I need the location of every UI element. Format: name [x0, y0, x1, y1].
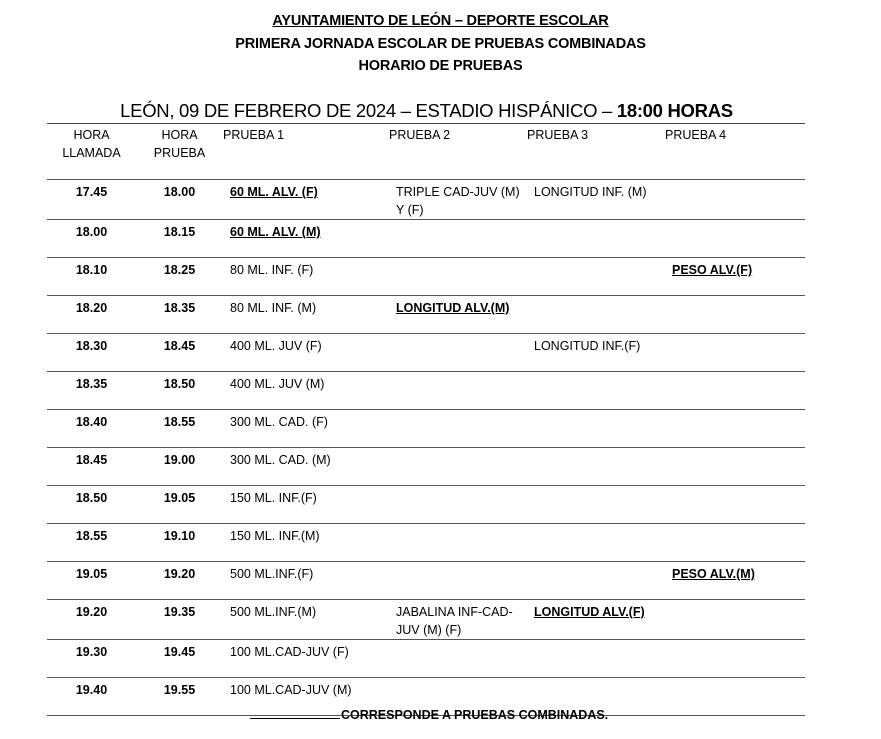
cell-hora-prueba: 18.00: [136, 180, 223, 220]
column-header-line: PRUEBA 1: [223, 128, 285, 142]
cell-hora-prueba: 19.35: [136, 600, 223, 640]
event-name: 100 ML.CAD-JUV (M): [230, 683, 352, 697]
event-name: JABALINA INF-CAD-JUV (M) (F): [396, 605, 513, 637]
cell-prueba-1: [223, 562, 389, 600]
cell-prueba-4: [665, 600, 805, 640]
cell-prueba-4: [665, 640, 805, 678]
cell-prueba-3: [527, 180, 665, 220]
event-name: 80 ML. INF. (F): [230, 263, 314, 277]
cell-prueba-2: [389, 486, 527, 524]
cell-hora-prueba: 19.10: [136, 524, 223, 562]
cell-prueba-3: [527, 372, 665, 410]
cell-prueba-4: [665, 410, 805, 448]
event-name: PESO ALV.(F): [672, 263, 753, 277]
cell-prueba-4: [665, 372, 805, 410]
column-header-prueba-4: [665, 124, 805, 180]
cell-hora-llamada: 18.20: [47, 296, 136, 334]
event-name: LONGITUD INF. (M): [534, 185, 647, 199]
cell-hora-prueba: 18.50: [136, 372, 223, 410]
cell-hora-llamada: 18.35: [47, 372, 136, 410]
event-name: LONGITUD ALV.(M): [396, 301, 510, 315]
schedule-body: [47, 180, 805, 716]
column-header-line: HORA: [161, 128, 198, 142]
table-row: [47, 180, 805, 220]
column-header-line: PRUEBA 2: [389, 128, 451, 142]
cell-prueba-1: [223, 448, 389, 486]
cell-hora-prueba: 18.55: [136, 410, 223, 448]
cell-prueba-2: [389, 410, 527, 448]
cell-prueba-2: [389, 258, 527, 296]
cell-prueba-3: [527, 600, 665, 640]
table-row: [47, 600, 805, 640]
cell-prueba-3: [527, 524, 665, 562]
cell-hora-prueba: 18.45: [136, 334, 223, 372]
footnote: [250, 706, 608, 722]
table-row: [47, 562, 805, 600]
cell-prueba-1: [223, 640, 389, 678]
event-name: 80 ML. INF. (M): [230, 301, 317, 315]
event-name: 150 ML. INF.(M): [230, 529, 320, 543]
event-name: 100 ML.CAD-JUV (F): [230, 645, 349, 659]
cell-hora-llamada: 18.00: [47, 220, 136, 258]
cell-hora-prueba: 19.00: [136, 448, 223, 486]
column-header-line: PRUEBA: [153, 146, 206, 160]
cell-prueba-3: [527, 296, 665, 334]
cell-hora-prueba: 19.05: [136, 486, 223, 524]
cell-hora-llamada: 19.30: [47, 640, 136, 678]
cell-prueba-2: [389, 180, 527, 220]
table-header-row: [47, 124, 805, 180]
table-row: [47, 524, 805, 562]
column-header-line: PRUEBA 3: [527, 128, 589, 142]
cell-prueba-1: [223, 180, 389, 220]
cell-prueba-4: [665, 180, 805, 220]
column-header-prueba-2: [389, 124, 527, 180]
cell-prueba-2: [389, 372, 527, 410]
cell-hora-llamada: 18.55: [47, 524, 136, 562]
cell-prueba-4: [665, 678, 805, 716]
cell-prueba-4: [665, 296, 805, 334]
column-header-line: HORA: [73, 128, 110, 142]
cell-prueba-4: [665, 448, 805, 486]
event-name: 300 ML. CAD. (F): [230, 415, 328, 429]
document-title: AYUNTAMIENTO DE LEÓN – DEPORTE ESCOLAR: [272, 13, 609, 29]
column-header-line: LLAMADA: [62, 146, 121, 160]
column-header-line: PRUEBA 4: [665, 128, 727, 142]
cell-prueba-3: [527, 448, 665, 486]
cell-prueba-3: [527, 562, 665, 600]
cell-prueba-2: [389, 334, 527, 372]
event-name: 300 ML. CAD. (M): [230, 453, 331, 467]
cell-hora-llamada: 19.40: [47, 678, 136, 716]
column-header-prueba-3: [527, 124, 665, 180]
cell-prueba-1: [223, 486, 389, 524]
cell-hora-prueba: 19.55: [136, 678, 223, 716]
table-row: [47, 448, 805, 486]
column-header-prueba-1: [223, 124, 389, 180]
cell-prueba-3: [527, 640, 665, 678]
cell-hora-llamada: 18.10: [47, 258, 136, 296]
cell-hora-prueba: 19.20: [136, 562, 223, 600]
event-name: PRIMERA JORNADA ESCOLAR DE PRUEBAS COMBINADAS: [235, 36, 646, 52]
cell-prueba-4: [665, 220, 805, 258]
event-name: LONGITUD INF.(F): [534, 339, 641, 353]
table-row: [47, 220, 805, 258]
cell-hora-llamada: 18.30: [47, 334, 136, 372]
event-name: 60 ML. ALV. (F): [230, 185, 318, 199]
table-row: [47, 486, 805, 524]
cell-prueba-4: [665, 486, 805, 524]
schedule-table: [47, 123, 805, 716]
cell-prueba-4: [665, 524, 805, 562]
cell-prueba-2: [389, 296, 527, 334]
cell-hora-llamada: 18.50: [47, 486, 136, 524]
table-row: [47, 410, 805, 448]
cell-prueba-2: [389, 600, 527, 640]
event-location-date-text: LEÓN, 09 DE FEBRERO DE 2024 – ESTADIO HISPÁNICO –: [120, 100, 617, 121]
cell-prueba-4: [665, 562, 805, 600]
cell-hora-prueba: 18.35: [136, 296, 223, 334]
cell-prueba-2: [389, 640, 527, 678]
cell-prueba-3: [527, 334, 665, 372]
cell-prueba-3: [527, 486, 665, 524]
cell-prueba-1: [223, 524, 389, 562]
cell-prueba-1: [223, 220, 389, 258]
cell-prueba-2: [389, 524, 527, 562]
table-row: [47, 296, 805, 334]
underline-marker: [250, 706, 340, 719]
cell-prueba-2: [389, 562, 527, 600]
event-name: TRIPLE CAD-JUV (M) Y (F): [396, 185, 520, 217]
column-header-hora-prueba: [136, 124, 223, 180]
event-name: 500 ML.INF.(M): [230, 605, 317, 619]
footnote-text: CORRESPONDE A PRUEBAS COMBINADAS.: [341, 708, 609, 722]
cell-prueba-3: [527, 258, 665, 296]
cell-hora-llamada: 19.05: [47, 562, 136, 600]
cell-prueba-3: [527, 220, 665, 258]
cell-hora-llamada: 18.40: [47, 410, 136, 448]
event-name: 60 ML. ALV. (M): [230, 225, 321, 239]
table-row: [47, 258, 805, 296]
event-name: LONGITUD ALV.(F): [534, 605, 645, 619]
cell-prueba-1: [223, 372, 389, 410]
cell-prueba-4: [665, 334, 805, 372]
event-name: 150 ML. INF.(F): [230, 491, 317, 505]
cell-prueba-1: [223, 334, 389, 372]
cell-hora-llamada: 17.45: [47, 180, 136, 220]
event-name: 500 ML.INF.(F): [230, 567, 314, 581]
table-row: [47, 640, 805, 678]
table-row: [47, 334, 805, 372]
event-location-date: [0, 100, 853, 122]
cell-hora-prueba: 18.15: [136, 220, 223, 258]
cell-prueba-4: [665, 258, 805, 296]
cell-hora-prueba: 18.25: [136, 258, 223, 296]
cell-prueba-2: [389, 448, 527, 486]
schedule-heading: HORARIO DE PRUEBAS: [358, 58, 523, 74]
cell-prueba-1: [223, 600, 389, 640]
cell-prueba-1: [223, 296, 389, 334]
event-start-time: 18:00 HORAS: [616, 100, 733, 121]
event-name: 400 ML. JUV (M): [230, 377, 325, 391]
cell-hora-llamada: 18.45: [47, 448, 136, 486]
cell-prueba-2: [389, 220, 527, 258]
cell-prueba-3: [527, 410, 665, 448]
cell-prueba-1: [223, 410, 389, 448]
cell-hora-prueba: 19.45: [136, 640, 223, 678]
column-header-hora-llamada: [47, 124, 136, 180]
cell-hora-llamada: 19.20: [47, 600, 136, 640]
event-name: PESO ALV.(M): [672, 567, 755, 581]
cell-prueba-1: [223, 258, 389, 296]
event-name: 400 ML. JUV (F): [230, 339, 322, 353]
table-row: [47, 372, 805, 410]
